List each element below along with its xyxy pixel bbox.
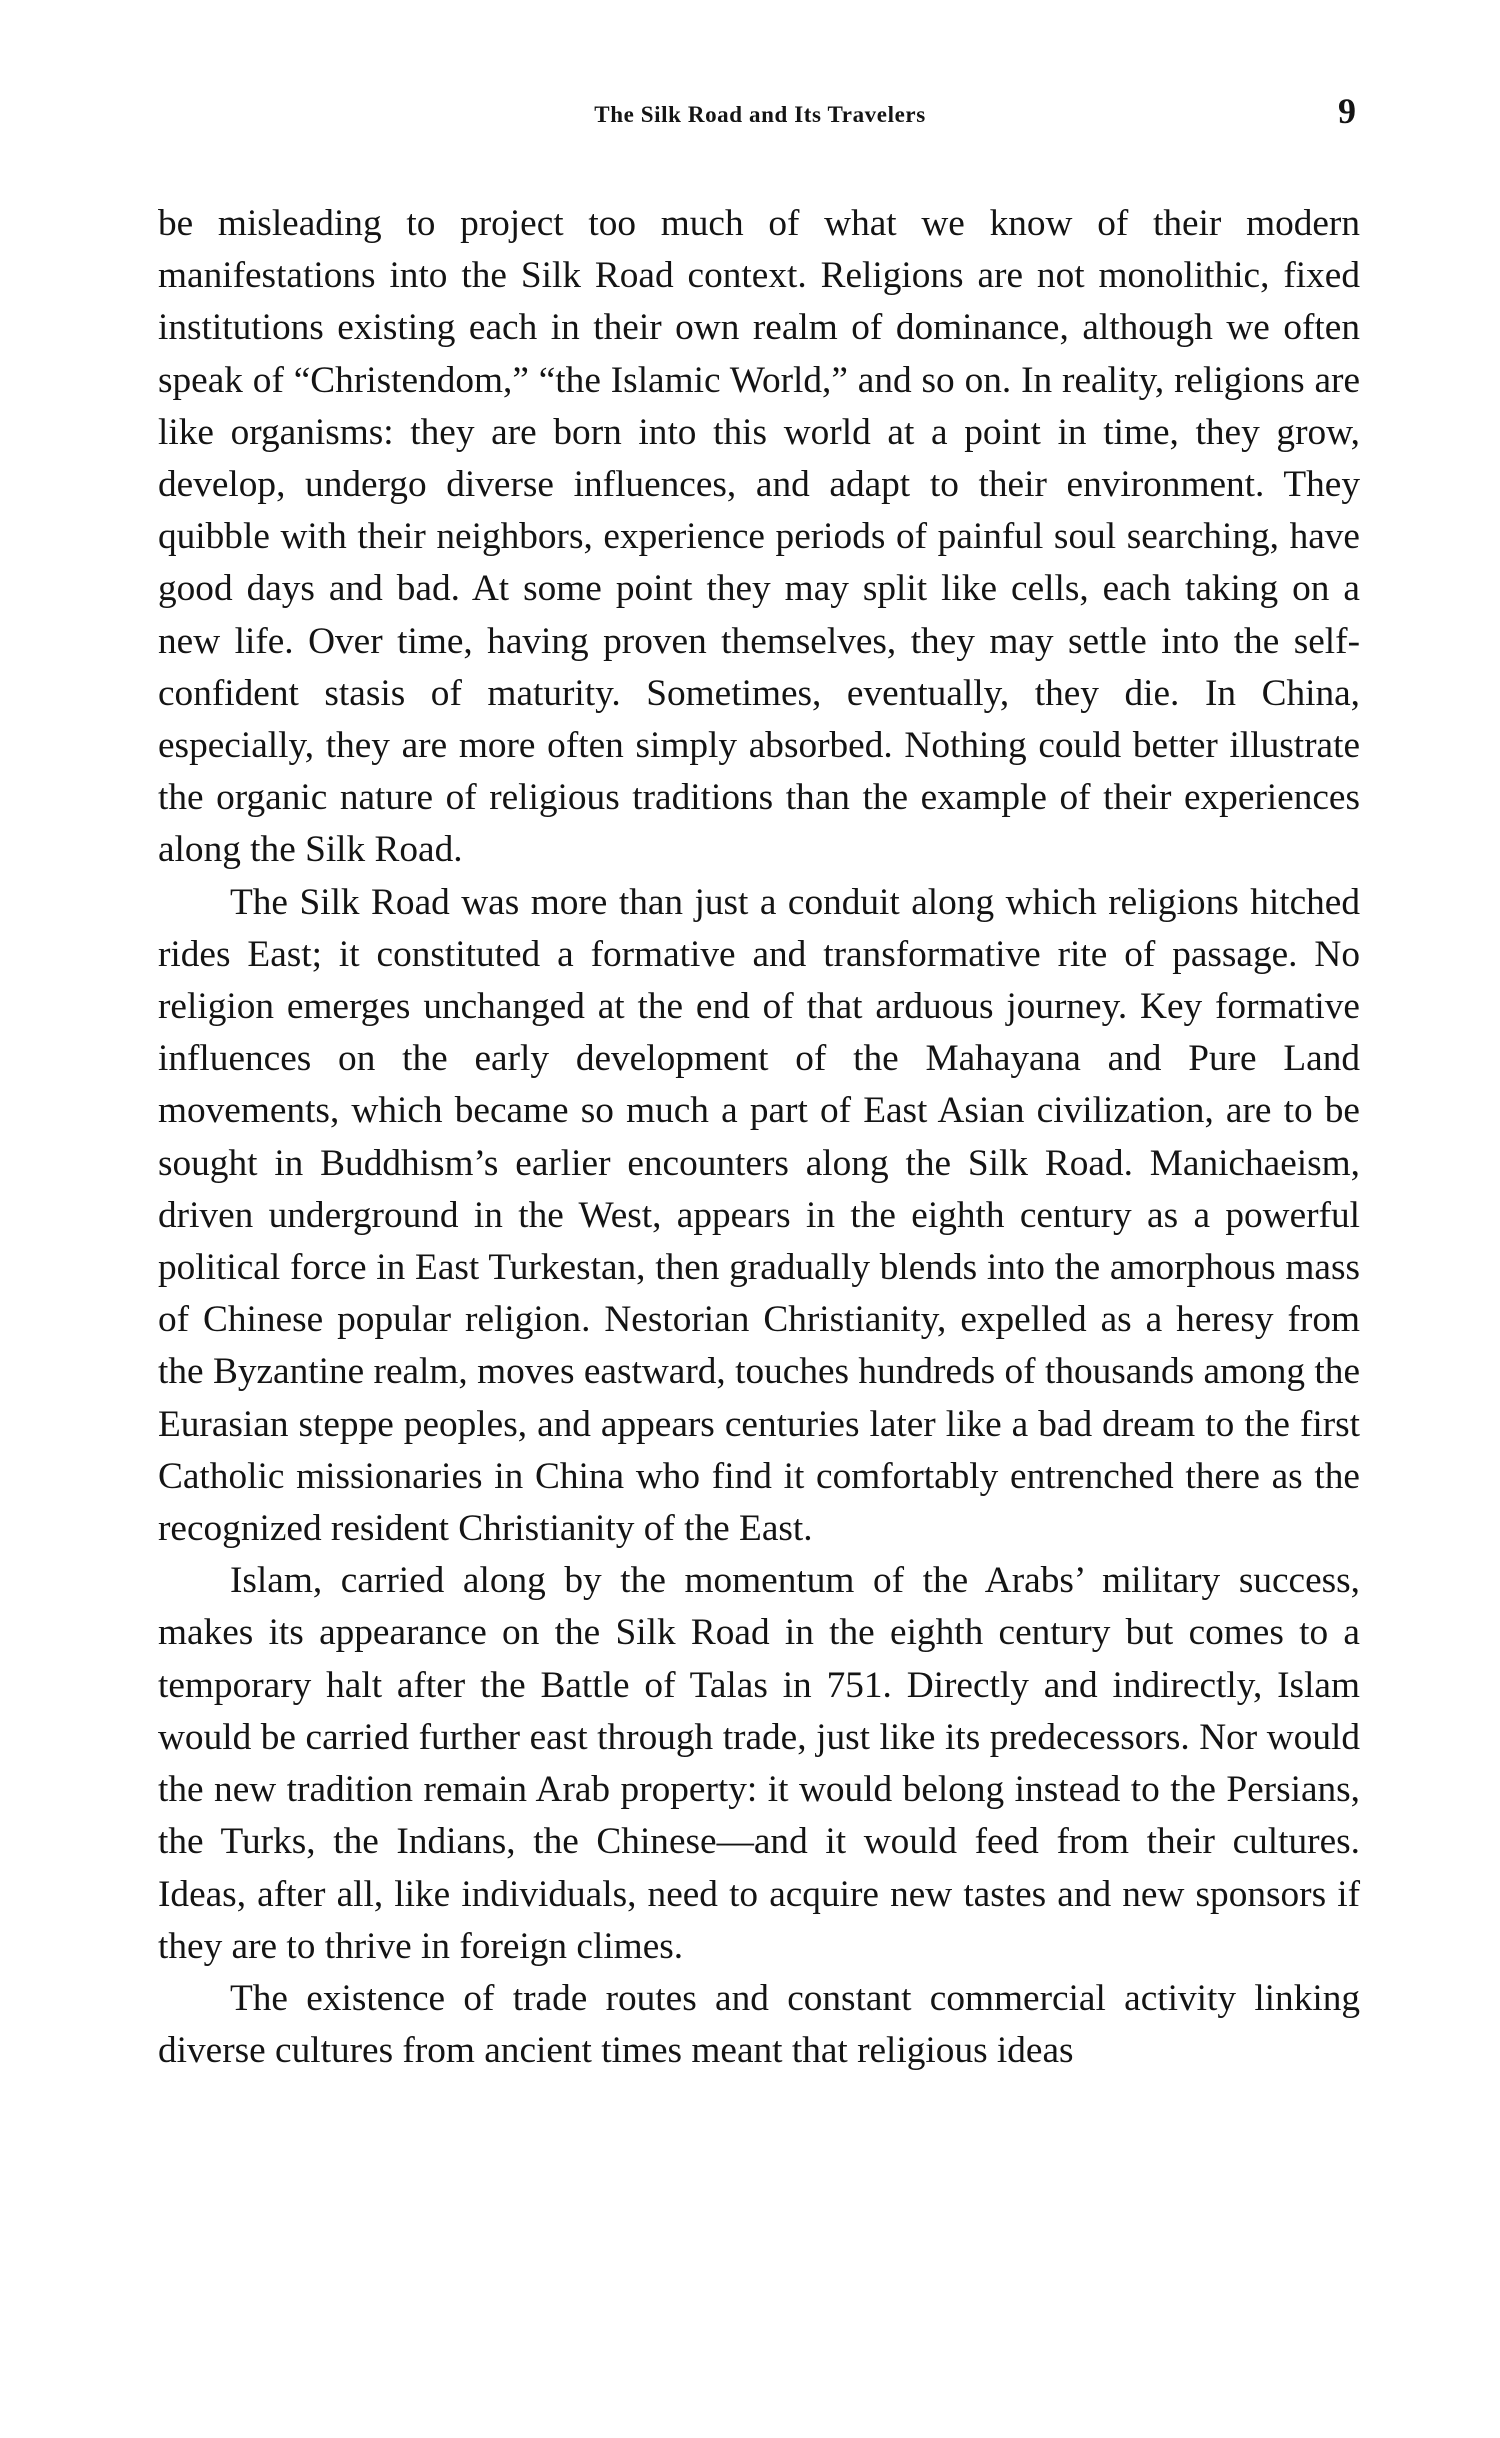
paragraph-3: Islam, carried along by the momentum of the Arabs’ military success, makes its appearance on the Silk Road in the eighth century but comes to a temporary halt after the Battle of Talas in 751. Directly and indirectly, Islam would be carried further east through trade, just like its predecessors. Nor would the new tradition remain Arab property: it would belong instead to the Persians, the Turks, the Indians, the Chinese—and it would feed from their cultures. Ideas, after all, like individuals, need to acquire new tastes and new sponsors if they are to thrive in foreign climes.: [158, 1560, 1360, 1967]
running-head: [160, 91, 1360, 140]
paragraph-2: The Silk Road was more than just a conduit along which religions hitched rides East; it constituted a formative and transformative rite of passage. No religion emerges unchanged at the end of that arduous journey. Key formative influences on the early development of the Mahayana and Pure Land movements, which became so much a part of East Asian civilization, are to be sought in Buddhism’s earlier encounters along the Silk Road. Manichaeism, driven underground in the West, appears in the eighth century as a powerful political force in East Turkestan, then gradually blends into the amorphous mass of Chinese popular religion. Nestorian Christianity, expelled as a heresy from the Byzantine realm, moves eastward, touches hundreds of thousands among the Eurasian steppe peoples, and appears centuries later like a bad dream to the first Catholic missionaries in China who find it comfortably entrenched there as the recognized resident Christianity of the East.: [158, 881, 1360, 1550]
paragraph-4: The existence of trade routes and constant commercial activity linking diverse cultures from ancient times meant that religious ideas: [158, 1977, 1360, 2072]
page-number: 9: [1338, 91, 1356, 131]
running-title: The Silk Road and Its Travelers: [594, 102, 926, 127]
paragraph-1: be misleading to project too much of what we know of their modern manifestations into the Silk Road context. Religions are not monolithic, fixed institutions existing each in their own realm of dominance, although we often speak of “Christendom,” “the Islamic World,” and so on. In reality, religions are like organisms: they are born into this world at a point in time, they grow, develop, undergo diverse influences, and adapt to their environment. They quibble with their neighbors, experience periods of painful soul searching, have good days and bad. At some point they may split like cells, each taking on a new life. Over time, having proven themselves, they may settle into the self-confident stasis of maturity. Sometimes, eventually, they die. In China, especially, they are more often simply absorbed. Nothing could better illustrate the organic nature of religious traditions than the example of their experiences along the Silk Road.: [158, 203, 1360, 871]
body-text: [158, 198, 1360, 2077]
